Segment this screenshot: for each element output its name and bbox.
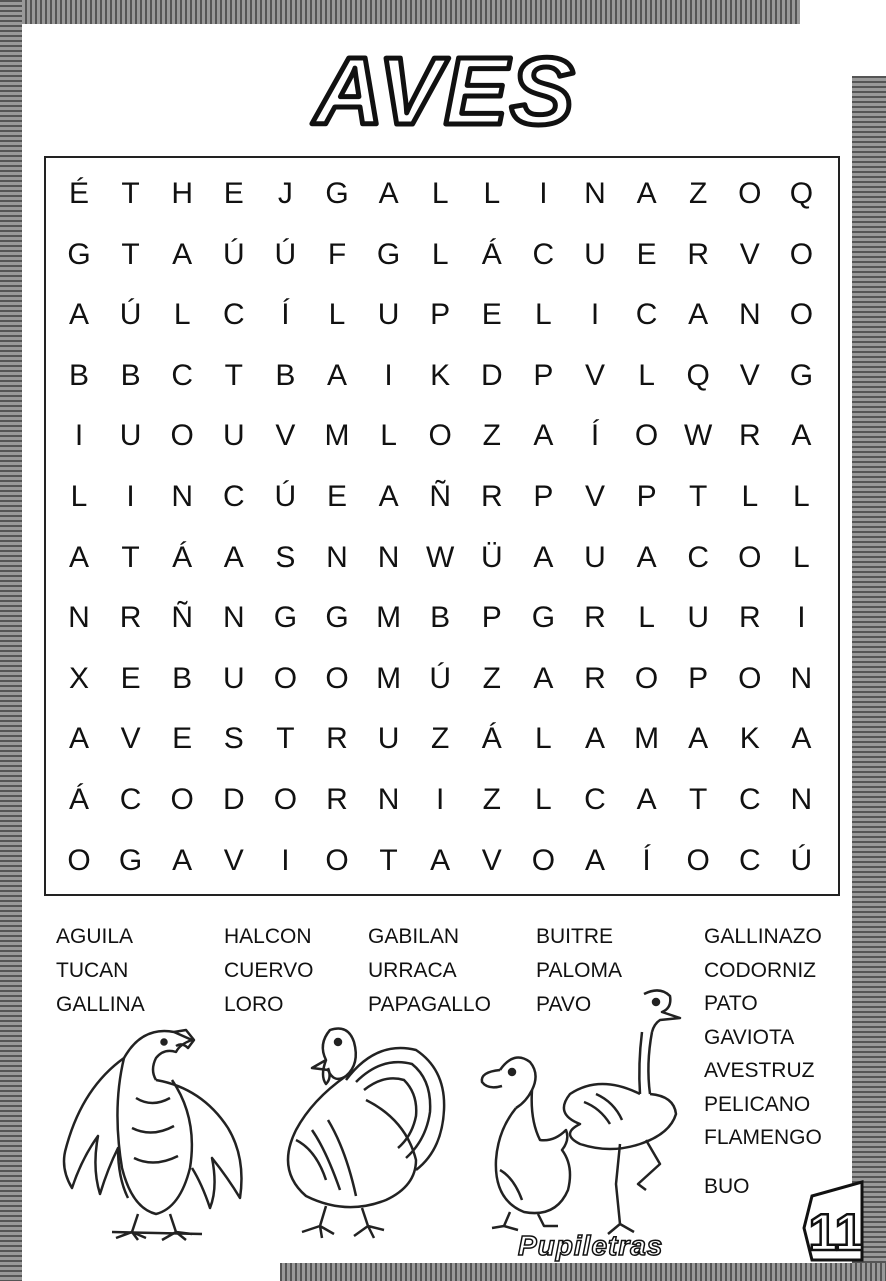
- grid-letter: R: [687, 237, 710, 271]
- grid-letter: I: [281, 843, 290, 877]
- grid-letter: A: [533, 540, 554, 574]
- grid-letter: A: [584, 843, 605, 877]
- grid-letter: T: [121, 540, 140, 574]
- grid-letter: U: [377, 298, 400, 332]
- grid-letter: Ñ: [429, 480, 452, 513]
- grid-letter: N: [68, 601, 90, 635]
- page-border-left: [0, 0, 22, 1281]
- grid-letter: P: [533, 480, 554, 513]
- word-item: PATO: [704, 992, 758, 1015]
- grid-letter: C: [222, 480, 245, 513]
- grid-letter: A: [688, 298, 709, 332]
- word-item: BUITRE: [536, 925, 614, 948]
- grid-letter: G: [531, 601, 556, 635]
- grid-letter: A: [533, 661, 554, 695]
- grid-letter: L: [638, 358, 655, 392]
- grid-letter: Í: [590, 419, 600, 453]
- grid-letter: A: [636, 540, 657, 574]
- grid-letter: N: [790, 661, 813, 695]
- grid-letter: L: [173, 298, 191, 332]
- grid-letter: C: [222, 298, 245, 332]
- grid-letter: Q: [789, 177, 814, 210]
- grid-letter: Á: [481, 237, 502, 271]
- eagle-icon: [52, 1018, 252, 1243]
- page-border-right: [852, 76, 886, 1281]
- grid-letter: D: [222, 783, 245, 816]
- grid-letter: U: [222, 661, 245, 695]
- grid-letter: X: [68, 661, 89, 695]
- grid-letter: Ú: [274, 480, 297, 513]
- word-search-grid: [44, 156, 840, 896]
- grid-letter: C: [738, 783, 761, 816]
- word-item: GABILAN: [368, 925, 460, 948]
- grid-letter: Z: [431, 722, 450, 756]
- grid-letter: B: [68, 358, 89, 392]
- grid-letter: T: [224, 358, 243, 392]
- page-title-text: AVES: [313, 42, 577, 142]
- grid-letter: C: [171, 358, 194, 392]
- grid-letter: T: [689, 480, 708, 513]
- grid-letter: Z: [482, 661, 501, 695]
- grid-letter: L: [535, 722, 552, 756]
- grid-letter: I: [436, 783, 445, 816]
- grid-letter: Ú: [222, 237, 245, 271]
- word-item: GALLINA: [56, 993, 145, 1016]
- grid-letter: T: [121, 237, 140, 271]
- grid-letter: N: [326, 540, 348, 574]
- grid-letter: H: [171, 177, 194, 210]
- grid-letter: Z: [482, 419, 501, 453]
- grid-letter: O: [428, 419, 452, 453]
- grid-letter: I: [539, 177, 548, 210]
- grid-letter: N: [377, 783, 400, 816]
- grid-letter: N: [222, 601, 245, 635]
- grid-letter: C: [532, 237, 555, 271]
- grid-letter: V: [584, 480, 605, 513]
- grid-letter: O: [634, 661, 659, 695]
- grid-letter: O: [67, 843, 91, 877]
- grid-letter: O: [170, 783, 194, 816]
- grid-letter: O: [325, 661, 349, 695]
- grid-letter: E: [223, 177, 244, 210]
- word-list-col-2: [224, 920, 313, 1022]
- grid-letter: G: [273, 601, 298, 635]
- word-item: HALCON: [224, 925, 312, 948]
- grid-letter: S: [275, 540, 296, 574]
- brand-logo: Pupiletras: [518, 1230, 664, 1261]
- grid-letter: R: [584, 601, 606, 635]
- page-border-top: [0, 0, 800, 24]
- grid-letter: S: [223, 722, 244, 756]
- word-list-col-5: [704, 920, 822, 1155]
- grid-letter: L: [535, 298, 552, 332]
- grid-letter: W: [684, 419, 713, 453]
- grid-letter: Ú: [429, 661, 452, 695]
- grid-letter: L: [380, 419, 397, 453]
- grid-letter: A: [223, 540, 244, 574]
- grid-letter: A: [533, 419, 554, 453]
- grid-letter: Á: [172, 540, 193, 574]
- word-item: CUERVO: [224, 959, 314, 982]
- grid-letter: Ú: [274, 237, 297, 271]
- grid-letter: I: [384, 358, 393, 392]
- grid-letter: Ú: [119, 298, 142, 332]
- grid-letter: L: [431, 237, 449, 271]
- word-item: GALLINAZO: [704, 925, 822, 948]
- grid-letter: V: [739, 237, 760, 271]
- grid-letter: E: [326, 480, 347, 513]
- grid-letter: J: [277, 177, 293, 210]
- grid-letter: U: [687, 601, 710, 635]
- grid-letter: U: [119, 419, 142, 453]
- word-item: TUCAN: [56, 959, 129, 982]
- grid-letter: O: [738, 177, 762, 210]
- grid-letter: B: [430, 601, 451, 635]
- grid-letter: E: [481, 298, 502, 332]
- grid-letter: Á: [481, 722, 502, 756]
- grid-letter: A: [378, 177, 399, 210]
- grid-letter: A: [584, 722, 605, 756]
- grid-letter: G: [325, 601, 349, 635]
- grid-letter: A: [636, 177, 657, 210]
- grid-letter: T: [121, 177, 140, 210]
- page-border-bottom: [280, 1263, 886, 1281]
- grid-letter: É: [68, 177, 89, 210]
- grid-letter: L: [431, 177, 449, 210]
- grid-letter: K: [430, 358, 451, 392]
- grid-letter: L: [793, 480, 810, 513]
- grid-letter: C: [584, 783, 606, 816]
- grid-letter: R: [480, 480, 503, 513]
- grid-letter: V: [739, 358, 760, 392]
- grid-letter: B: [275, 358, 296, 392]
- grid-letter: N: [790, 783, 813, 816]
- grid-letter: P: [688, 661, 709, 695]
- grid-letter: D: [480, 358, 503, 392]
- word-list-col-3: [368, 920, 491, 1022]
- grid-letter: U: [222, 419, 245, 453]
- grid-letter: L: [793, 540, 810, 574]
- grid-letter: O: [634, 419, 659, 453]
- grid-letter: I: [126, 480, 135, 513]
- grid-letter: Z: [482, 783, 501, 816]
- word-item: GAVIOTA: [704, 1025, 795, 1049]
- grid-letter: L: [328, 298, 346, 332]
- grid-letter: R: [119, 601, 142, 635]
- grid-letter: O: [170, 419, 194, 453]
- grid-letter: U: [377, 722, 400, 756]
- grid-letter: T: [689, 783, 708, 816]
- ostrich-icon: [550, 984, 700, 1239]
- grid-letter: Á: [68, 783, 89, 816]
- word-item: AGUILA: [56, 925, 134, 948]
- grid-letter: U: [584, 540, 606, 574]
- grid-letter: A: [688, 722, 709, 756]
- grid-letter: B: [172, 661, 193, 695]
- word-item: PELICANO: [704, 1092, 811, 1116]
- grid-letter: A: [378, 480, 399, 513]
- grid-letter: Í: [642, 843, 651, 877]
- grid-letter: L: [483, 177, 501, 210]
- grid-letter: V: [275, 419, 296, 453]
- grid-letter: N: [738, 298, 761, 332]
- grid-letter: A: [68, 722, 89, 756]
- grid-letter: L: [741, 480, 759, 513]
- word-item: LORO: [224, 993, 284, 1016]
- grid-letter: V: [223, 843, 244, 877]
- grid-letter: T: [379, 843, 398, 877]
- grid-letter: C: [119, 783, 142, 816]
- word-item: AVESTRUZ: [704, 1059, 815, 1082]
- grid-letter: A: [791, 419, 812, 453]
- grid-letter: O: [273, 783, 298, 816]
- word-list-col-1: [56, 920, 145, 1022]
- grid-letter: G: [118, 843, 143, 877]
- grid-letter: A: [68, 298, 89, 332]
- grid-letter: C: [738, 843, 761, 877]
- grid-letter: R: [738, 419, 761, 453]
- page-title: [240, 42, 650, 142]
- word-item: FLAMENGO: [704, 1126, 822, 1149]
- word-item: PAPAGALLO: [368, 993, 491, 1016]
- grid-letter: M: [324, 419, 350, 453]
- grid-letter: A: [68, 540, 89, 574]
- word-item: PAVO: [536, 993, 592, 1016]
- grid-letter: V: [481, 843, 502, 877]
- grid-letter: N: [171, 480, 194, 513]
- word-item: BUO: [704, 1175, 750, 1198]
- grid-letter: M: [634, 722, 660, 756]
- grid-letter: A: [326, 358, 347, 392]
- grid-letter: Z: [689, 177, 708, 210]
- grid-letter: R: [738, 601, 761, 635]
- word-item: URRACA: [368, 959, 457, 982]
- grid-letter: R: [326, 783, 348, 816]
- grid-letter: R: [326, 722, 348, 756]
- grid-letter: O: [789, 298, 814, 332]
- grid-letter: E: [120, 661, 141, 695]
- grid-letter: N: [584, 177, 606, 210]
- grid-letter: I: [590, 298, 600, 332]
- page-number-badge: [802, 1176, 868, 1266]
- grid-letter: K: [739, 722, 760, 756]
- grid-letter: G: [67, 237, 91, 271]
- grid-letter: R: [584, 661, 606, 695]
- grid-letter: O: [738, 540, 762, 574]
- grid-letter: C: [687, 540, 710, 574]
- word-item: CODORNIZ: [704, 958, 816, 982]
- grid-letter: E: [636, 237, 657, 271]
- grid-letter: T: [276, 722, 295, 756]
- grid-letter: A: [791, 722, 812, 756]
- grid-letter: Í: [281, 298, 290, 332]
- grid-letter: C: [635, 298, 658, 332]
- grid-letter: N: [377, 540, 400, 574]
- grid-letter: G: [325, 177, 349, 210]
- grid-letter: P: [481, 601, 502, 635]
- grid-letter: O: [789, 237, 814, 271]
- grid-letter: M: [376, 601, 402, 635]
- grid-letter: M: [376, 661, 402, 695]
- grid-letter: O: [531, 843, 556, 877]
- grid-letter: O: [273, 661, 298, 695]
- grid-letter: O: [325, 843, 349, 877]
- grid-letter: L: [638, 601, 655, 635]
- grid-letter: A: [172, 843, 193, 877]
- grid-letter: L: [70, 480, 88, 513]
- grid-letter: O: [738, 661, 762, 695]
- grid-letter: F: [327, 237, 347, 271]
- grid-letter: L: [535, 783, 552, 816]
- grid-letter: P: [636, 480, 657, 513]
- grid-letter: Ü: [480, 540, 503, 574]
- grid-letter: E: [172, 722, 193, 756]
- grid-letter: Q: [686, 358, 710, 392]
- word-list-extra: [704, 1170, 750, 1204]
- grid-letter: G: [376, 237, 401, 271]
- grid-letter: W: [426, 540, 455, 574]
- grid-letter: A: [636, 783, 657, 816]
- turkey-icon: [256, 1020, 456, 1245]
- grid-letter: O: [686, 843, 710, 877]
- grid-letter: P: [430, 298, 451, 332]
- grid-letter: V: [120, 722, 141, 756]
- grid-letter: I: [797, 601, 806, 635]
- grid-letter: Ñ: [171, 601, 194, 635]
- grid-letter: P: [533, 358, 554, 392]
- grid-letter: A: [172, 237, 193, 271]
- grid-letter: Ú: [790, 843, 813, 877]
- page-number: 11: [808, 1204, 864, 1262]
- grid-letter: B: [120, 358, 141, 392]
- word-item: PALOMA: [536, 959, 622, 982]
- grid-letter: A: [430, 843, 451, 877]
- grid-letter: G: [789, 358, 814, 392]
- grid-letter: I: [74, 419, 84, 453]
- grid-letter: U: [584, 237, 606, 271]
- grid-letter: V: [584, 358, 605, 392]
